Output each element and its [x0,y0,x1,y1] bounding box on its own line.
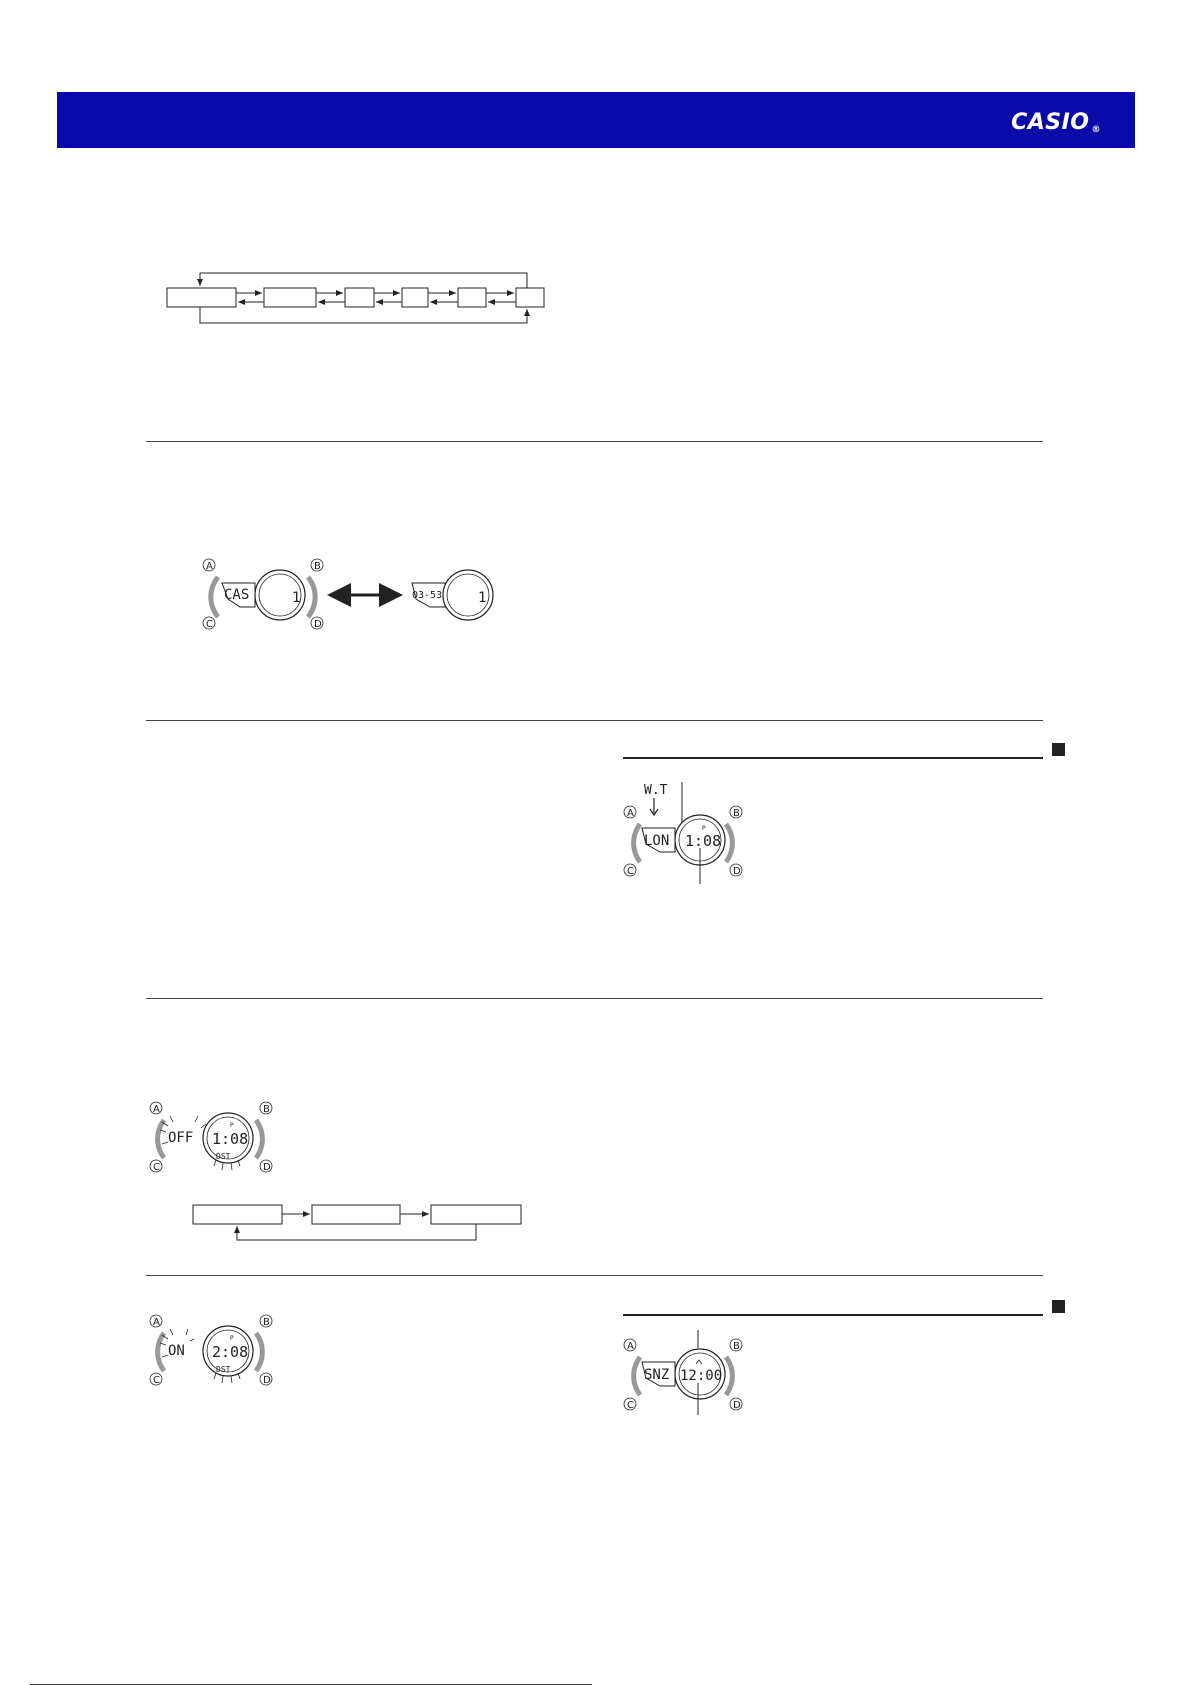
card-left-display: CAS [224,587,250,603]
dst-on-figure [148,1313,278,1393]
svg-text:C: C [627,866,634,877]
svg-text:A: A [627,1341,634,1352]
button-b-label: B [314,561,321,572]
wt-pm: P [702,825,706,832]
snooze-figure [622,1330,752,1415]
dst-off-time: 1:08 [212,1130,249,1148]
svg-text:C: C [153,1375,160,1386]
svg-text:B: B [263,1317,270,1328]
dst-on-indicator: DST [216,1365,231,1374]
svg-text:B: B [263,1104,270,1115]
svg-text:A: A [627,808,634,819]
svg-text:A: A [153,1104,160,1115]
card-right-display: 03-53 [412,590,443,601]
button-d-label: D [314,619,322,630]
registered-mark: ® [1091,125,1101,135]
svg-text:B: B [733,808,740,819]
wt-mode-indicator: W.T [644,783,668,798]
svg-text:B: B [733,1341,740,1352]
svg-text:D: D [263,1162,271,1173]
snooze-time: 12:00 [680,1368,723,1384]
dst-off-status: OFF [168,1130,194,1146]
wt-time: 1:08 [685,832,722,850]
svg-text:P: P [230,1122,234,1129]
button-c-label: C [206,619,213,630]
svg-text:C: C [627,1400,634,1411]
wt-city: LON [644,833,670,849]
svg-text:D: D [733,1400,741,1411]
svg-text:P: P [230,1335,234,1342]
dst-flow-box-2 [312,1205,400,1224]
dst-flow-box-1 [193,1205,282,1224]
dst-off-indicator: DST [216,1152,231,1161]
button-a-label: A [206,561,213,572]
dst-on-status: ON [168,1343,185,1359]
svg-text:A: A [153,1317,160,1328]
card-left-value: 1 [292,590,301,606]
brand-name: CASIO [1011,110,1090,135]
svg-text:D: D [263,1375,271,1386]
svg-text:C: C [153,1162,160,1173]
dst-on-time: 2:08 [212,1343,249,1361]
snooze-label: SNZ [644,1367,670,1383]
svg-text:D: D [733,866,741,877]
dst-flow-box-3 [431,1205,521,1224]
card-right-value: 1 [478,590,487,606]
